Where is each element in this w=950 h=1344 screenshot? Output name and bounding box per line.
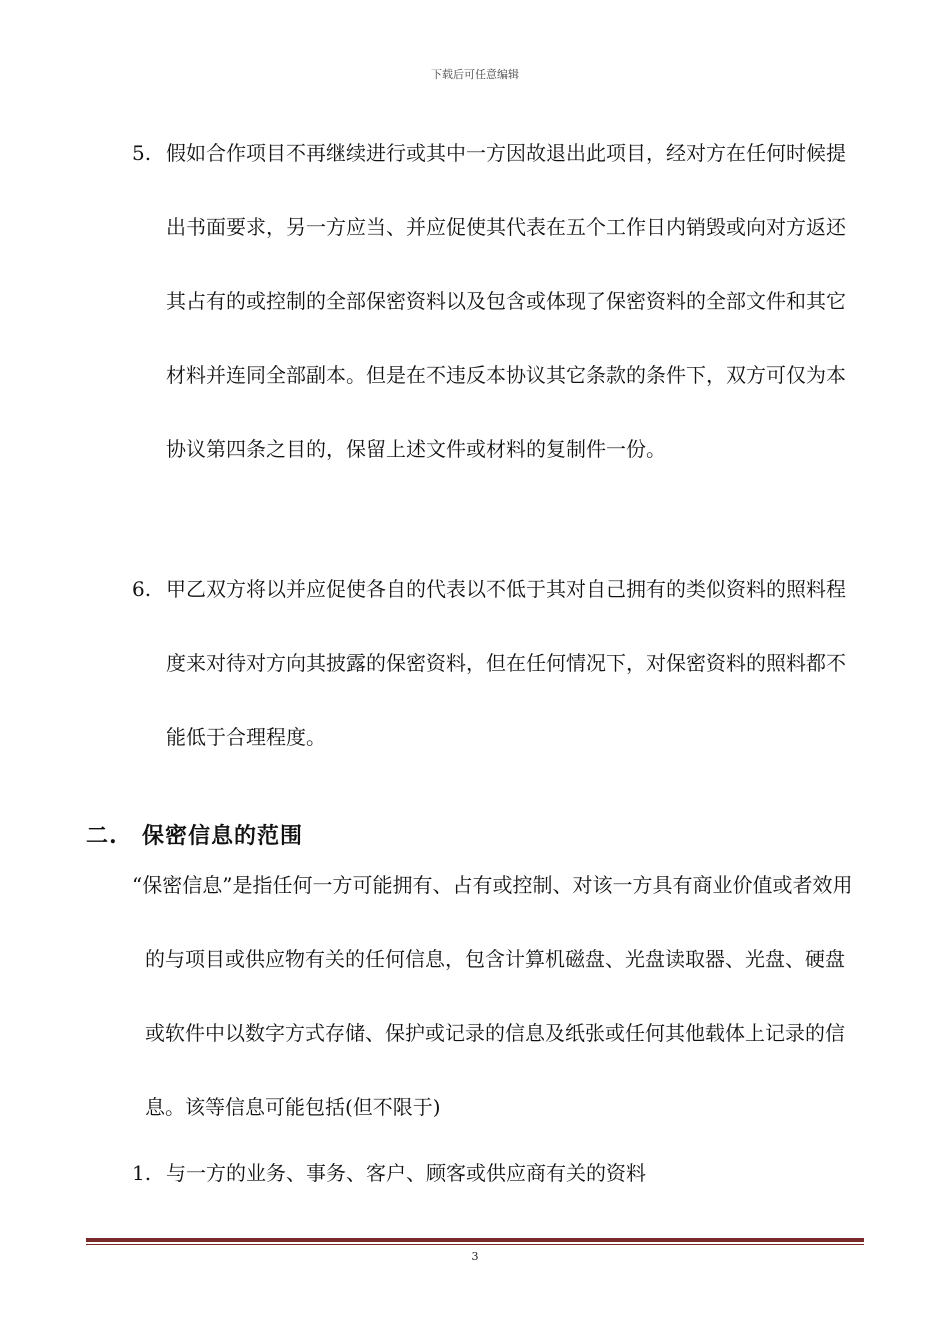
page-number: 3 [471,1250,479,1263]
section-number: 二. [86,823,118,849]
definition-paragraph [132,848,860,1144]
list-item-text: 与一方的业务、事务、客户、顾客或供应商有关的资料 [166,1161,646,1185]
list-item-number: 6. [132,577,152,601]
list-item-number: 5. [132,141,152,165]
list-item-number: 1. [132,1161,152,1185]
section-title: 保密信息的范围 [142,823,304,849]
footer-divider-thin [86,1244,864,1245]
paragraph-text: “保密信息”是指任何一方可能拥有、占有或控制、对该一方具有商业价值或者效用的与项目或供应物有关的任何信息，包含计算机磁盘、光盘读取器、光盘、硬盘或软件中以数字方式存储、保护或记录的信息及纸张或任何其他载体上记录的信息。该等信息可能包括(但不限于) [132,873,853,1119]
list-item-5 [132,116,862,486]
list-item-6 [132,552,862,774]
list-item-1 [132,1136,862,1210]
footer-divider [86,1238,864,1242]
list-item-text: 甲乙双方将以并应促使各自的代表以不低于其对自己拥有的类似资料的照料程度来对待对方向其披露的保密资料，但在任何情况下，对保密资料的照料都不能低于合理程度。 [166,577,846,749]
list-item-text: 假如合作项目不再继续进行或其中一方因故退出此项目，经对方在任何时候提出书面要求，另一方应当、并应促使其代表在五个工作日内销毁或向对方返还其占有的或控制的全部保密资料以及包含或体现了保密资料的全部文件和其它材料并连同全部副本。但是在不违反本协议其它条款的条件下，双方可仅为本协议第四条之目的，保留上述文件或材料的复制件一份。 [166,141,846,461]
page-header: 下载后可任意编辑 [431,68,519,81]
